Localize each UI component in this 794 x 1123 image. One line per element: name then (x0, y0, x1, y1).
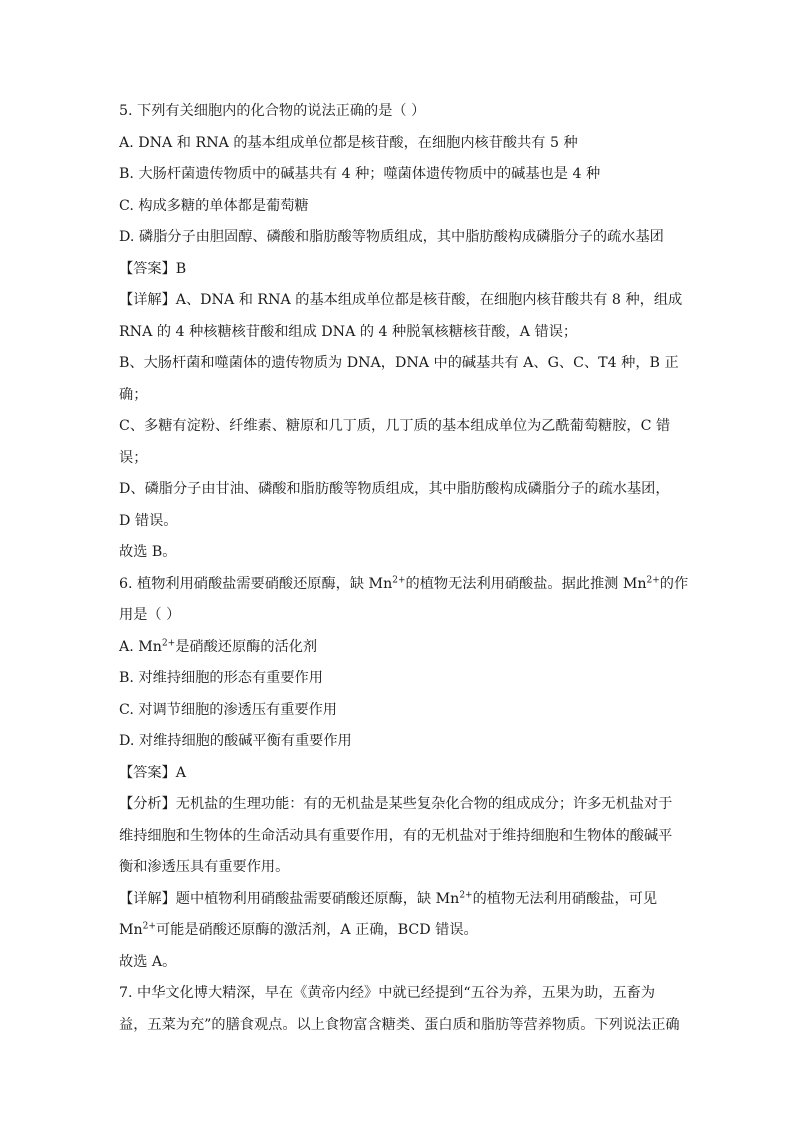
q5-conclusion: 故选 B。 (119, 544, 177, 560)
q5-option-a: A. DNA 和 RNA 的基本组成单位都是核苷酸，在细胞内核苷酸共有 5 种 (119, 134, 578, 151)
q5-explanation-line: 误； (119, 449, 148, 466)
q5-option-b: B. 大肠杆菌遗传物质中的碱基共有 4 种；噬菌体遗传物质中的碱基也是 4 种 (119, 166, 601, 182)
document-page (119, 96, 689, 1041)
q6-analysis-line: 【分析】无机盐的生理功能：有的无机盐是某些复杂化合物的组成成分；许多无机盐对于 (119, 796, 673, 812)
superscript: 2+ (161, 637, 176, 648)
superscript: 2+ (142, 921, 156, 932)
q7-stem: 7. 中华文化博大精深，早在《黄帝内经》中就已经提到“五谷为养，五果为助，五畜为 (119, 985, 656, 1001)
q5-option-d: D. 磷脂分子由胆固醇、磷酸和脂肪酸等物质组成，其中脂肪酸构成磷脂分子的疏水基团 (119, 229, 664, 245)
q5-answer: 【答案】B (119, 260, 187, 277)
superscript: 2+ (392, 574, 406, 585)
q6-option-a: A. $Mn^{2+}$是硝酸还原酶的活化剂 (119, 637, 318, 655)
q5-explanation-line: 确； (119, 386, 148, 403)
q6-option-b: B. 对维持细胞的形态有重要作用 (119, 670, 323, 686)
q6-detail-line: 【详解】题中植物利用硝酸盐需要硝酸还原酶，缺 $Mn^{2+}$的植物无法利用硝酸盐，可见 (119, 889, 658, 907)
q5-explanation-line: D 错误。 (119, 512, 178, 529)
q7-stem-continued: 益，五菜为充”的膳食观点。以上食物富含糖类、蛋白质和脂肪等营养物质。下列说法正确 (119, 1016, 680, 1033)
q6-stem-continued: 用是（ ） (119, 607, 181, 623)
superscript: 2+ (646, 574, 660, 585)
q6-option-c: C. 对调节细胞的渗透压有重要作用 (119, 701, 337, 718)
q5-stem: 5. 下列有关细胞内的化合物的说法正确的是（ ） (119, 103, 426, 119)
q5-explanation-line: C、多糖有淀粉、纤维素、糖原和几丁质，几丁质的基本组成单位为乙酰葡萄糖胺，C 错 (119, 418, 671, 434)
superscript: 2+ (459, 889, 473, 900)
q5-explanation-line: D、磷脂分子由甘油、磷酸和脂肪酸等物质组成，其中脂肪酸构成磷脂分子的疏水基团， (119, 481, 670, 497)
q5-explanation-line: RNA 的 4 种核糖核苷酸和组成 DNA 的 4 种脱氧核糖核苷酸，A 错误； (119, 323, 578, 340)
q6-answer: 【答案】A (119, 764, 186, 781)
q6-analysis-line: 维持细胞和生物体的生命活动具有重要作用，有的无机盐对于维持细胞和生物体的酸碱平 (119, 827, 673, 844)
q6-option-d: D. 对维持细胞的酸碱平衡有重要作用 (119, 733, 352, 749)
q5-explanation-line: B、大肠杆菌和噬菌体的遗传物质为 DNA，DNA 中的碱基共有 A、G、C、T4 种，B 正 (119, 355, 679, 371)
q6-analysis-line: 衡和渗透压具有重要作用。 (119, 859, 290, 875)
q5-option-c: C. 构成多糖的单体都是葡萄糖 (119, 197, 309, 214)
q6-detail-line: $Mn^{2+}$可能是硝酸还原酶的激活剂，A 正确，BCD 错误。 (119, 921, 478, 938)
q5-explanation-line: 【详解】A、DNA 和 RNA 的基本组成单位都是核苷酸，在细胞内核苷酸共有 8 种，组成 (119, 292, 683, 308)
q6-conclusion: 故选 A。 (119, 953, 177, 970)
q6-stem: 6. 植物利用硝酸盐需要硝酸还原酶，缺 $Mn^{2+}$的植物无法利用硝酸盐。据此推测 $Mn^{2+}$的作 (119, 574, 689, 592)
